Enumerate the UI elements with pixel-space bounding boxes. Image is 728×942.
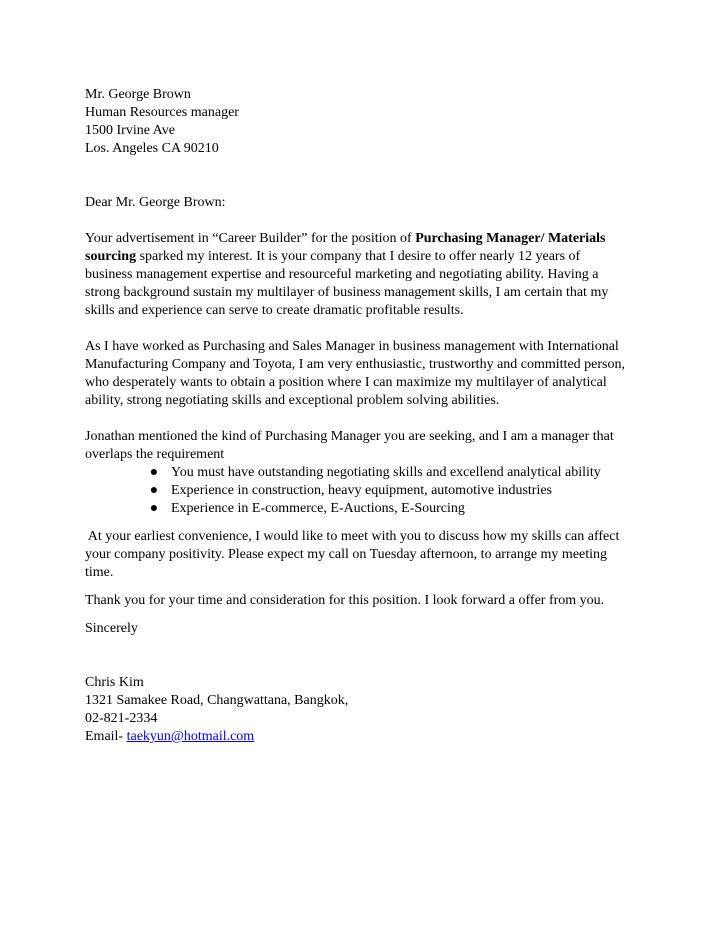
paragraph-requirements-line-2: overlaps the requirement — [85, 447, 225, 462]
list-item — [147, 500, 638, 518]
position-title-bold-cont: sourcing — [85, 249, 137, 264]
requirement-text: You must have outstanding negotiating skills and excellend analytical ability — [171, 465, 601, 480]
paragraph-experience-line-4: ability, strong negotiating skills and exceptional problem solving abilities. — [85, 393, 500, 408]
paragraph-meeting — [85, 528, 638, 582]
recipient-title: Human Resources manager — [85, 105, 239, 120]
salutation: Dear Mr. George Brown: — [85, 195, 226, 210]
position-title-bold: Purchasing Manager/ Materials — [415, 231, 606, 246]
paragraph-experience-line-3: who desperately wants to obtain a position where I can maximize my multilayer of analytical — [85, 375, 607, 390]
paragraph-requirements-line-1: Jonathan mentioned the kind of Purchasing Manager you are seeking, and I am a manager that — [85, 429, 614, 444]
list-item — [147, 482, 638, 500]
paragraph-meeting-line-2: your company positivity. Please expect my call on Tuesday afternoon, to arrange my meeting — [85, 547, 608, 562]
requirement-text: Experience in construction, heavy equipment, automotive industries — [171, 483, 553, 498]
email-link[interactable]: taekyun@hotmail.com — [126, 729, 255, 744]
paragraph-intro-line-5: skills and experience can serve to create dramatic profitable results. — [85, 303, 464, 318]
paragraph-experience-line-1: As I have worked as Purchasing and Sales Manager in business management with International — [85, 339, 619, 354]
paragraph-intro-line-4: strong background sustain my multilayer of business management skills, I am certain that my — [85, 285, 609, 300]
bullet-icon: ● — [149, 483, 159, 498]
recipient-street: 1500 Irvine Ave — [85, 123, 175, 138]
bullet-icon: ● — [149, 501, 159, 516]
paragraph-intro-line-2 — [85, 248, 638, 266]
paragraph-intro-line-3: business management expertise and resourceful marketing and negotiating ability. Having a — [85, 267, 599, 282]
paragraph-intro — [85, 230, 638, 320]
sender-address: 1321 Samakee Road, Changwattana, Bangkok, — [85, 693, 349, 708]
recipient-city: Los. Angeles CA 90210 — [85, 141, 219, 156]
closing: Sincerely — [85, 621, 138, 636]
paragraph-experience-line-2: Manufacturing Company and Toyota, I am very enthusiastic, trustworthy and committed person, — [85, 357, 625, 372]
paragraph-requirements-intro — [85, 428, 638, 464]
paragraph-meeting-line-3: time. — [85, 565, 114, 580]
sender-name: Chris Kim — [85, 675, 144, 690]
paragraph-experience — [85, 338, 638, 410]
email-label: Email- — [85, 729, 127, 744]
requirement-text: Experience in E-commerce, E-Auctions, E-Sourcing — [171, 501, 465, 516]
requirements-list — [85, 464, 638, 518]
sender-email-line — [85, 728, 638, 746]
sender-phone: 02-821-2334 — [85, 711, 158, 726]
paragraph-intro-line-1 — [85, 230, 638, 248]
sender-signature-block — [85, 674, 638, 746]
paragraph-thanks: Thank you for your time and consideration for this position. I look forward a offer from you. — [85, 593, 605, 608]
recipient-address — [85, 86, 638, 158]
list-item — [147, 464, 638, 482]
intro-text: Your advertisement in “Career Builder” for the position of — [85, 231, 416, 246]
intro-text-cont: sparked my interest. It is your company that I desire to offer nearly 12 years of — [136, 249, 581, 264]
paragraph-meeting-line-1: At your earliest convenience, I would like to meet with you to discuss how my skills can affect — [85, 529, 620, 544]
bullet-icon: ● — [149, 465, 159, 480]
recipient-name: Mr. George Brown — [85, 87, 191, 102]
